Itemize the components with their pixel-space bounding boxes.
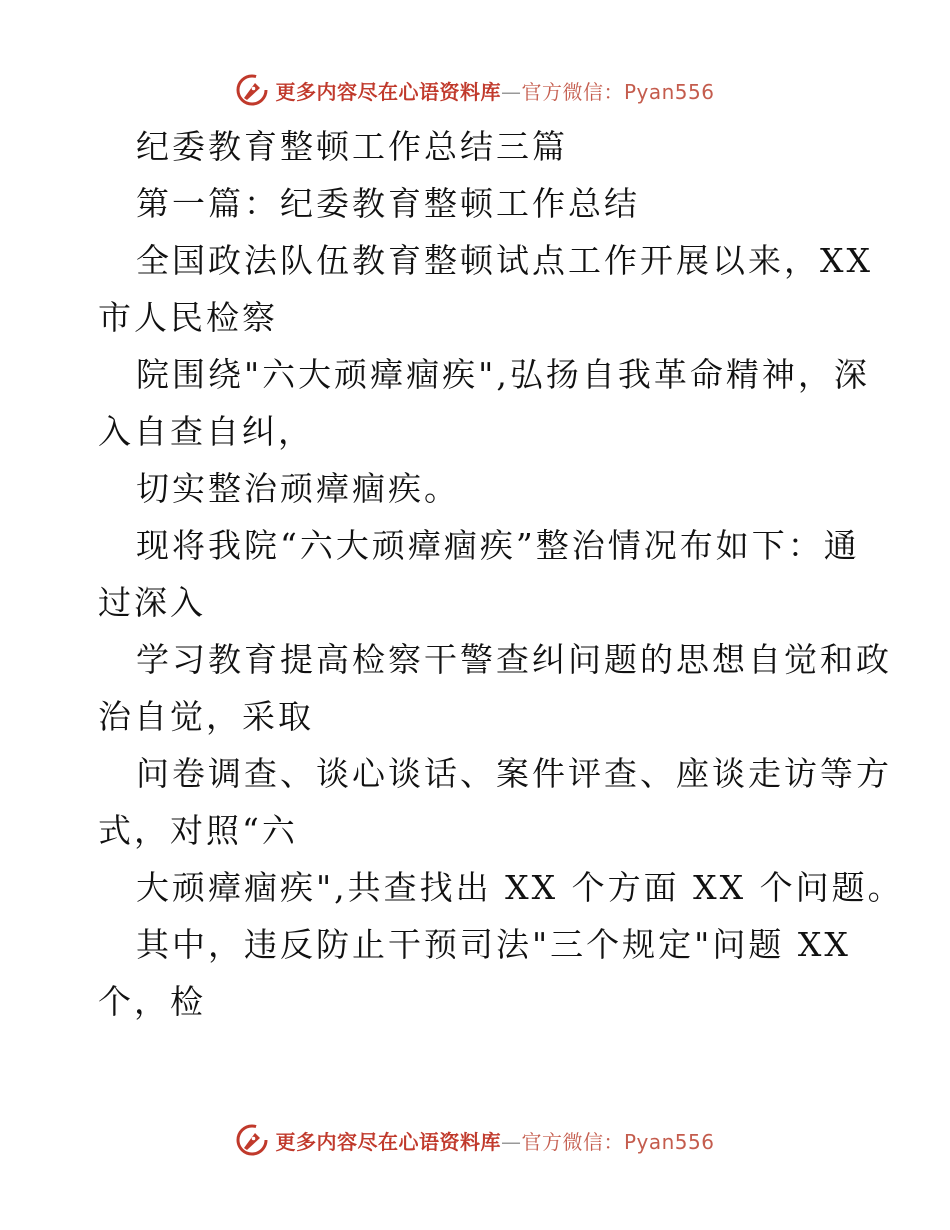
watermark-text [275,76,714,105]
paragraph-line: 问卷调查、谈心谈话、案件评查、座谈走访等方 式，对照“六 [98,754,892,850]
paragraph-line: 院围绕"六大顽瘴痼疾",弘扬自我革命精神，深 入自查自纠， [98,355,870,451]
watermark-banner-top [0,70,950,110]
paragraph-line: 其中，违反防止干预司法"三个规定"问题 XX 个，检 [98,925,851,1021]
pen-nib-logo-icon [235,73,269,107]
document-body [98,118,904,1030]
watermark-text [275,1126,714,1155]
watermark-lead: 更多内容尽在心语资料库 [275,1129,501,1154]
paragraph-line: 现将我院“六大顽瘴痼疾”整治情况布如下：通 过深入 [98,526,860,622]
doc-title: 纪委教育整顿工作总结三篇 [136,127,568,166]
pen-nib-logo-icon [235,1123,269,1157]
watermark-tail: 官方微信：Pyan556 [521,1129,715,1154]
paragraph-line: 全国政法队伍教育整顿试点工作开展以来，XX 市人民检察 [98,241,873,337]
watermark-dash: — [500,1129,522,1154]
watermark-tail: 官方微信：Pyan556 [521,79,715,104]
watermark-banner-bottom [0,1120,950,1160]
paragraph-line: 切实整治顽瘴痼疾。 [136,469,460,508]
paragraph-line: 学习教育提高检察干警查纠问题的思想自觉和政 治自觉，采取 [98,640,892,736]
paragraph-line: 大顽瘴痼疾",共查找出 XX 个方面 XX 个问题。 [136,868,904,907]
section-heading: 第一篇：纪委教育整顿工作总结 [136,184,640,223]
watermark-lead: 更多内容尽在心语资料库 [275,79,501,104]
watermark-dash: — [500,79,522,104]
